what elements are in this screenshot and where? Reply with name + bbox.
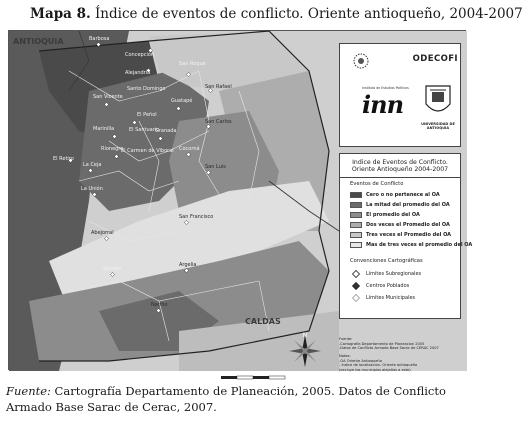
legend-convention-label: Límites Municipales — [366, 295, 416, 301]
logos-panel — [339, 43, 461, 147]
place-label: El Carmen de Viboral — [121, 148, 174, 154]
place-label: La Unión — [81, 186, 103, 192]
compass-rose-icon — [285, 331, 325, 371]
place-label: Abejorral — [91, 230, 114, 236]
place-label: San Rafael — [205, 84, 232, 90]
place-label: El Santuario — [129, 127, 160, 133]
source-text: Cartografía Departamento de Planeación, 2005. Datos de Conflicto Armado Base Sarac de Cerac, 2007. — [6, 384, 446, 414]
place-label: La Ceja — [83, 162, 102, 168]
legend-swatch — [350, 232, 362, 238]
place-label: El Peñol — [137, 112, 157, 118]
place-label: San Francisco — [179, 214, 214, 220]
legend-swatch — [350, 212, 362, 218]
light-diamond-icon — [352, 294, 360, 302]
place-label: Rionegro — [101, 146, 124, 152]
legend-title — [340, 159, 460, 174]
place-label: Alejandría — [125, 70, 151, 76]
legend-divider — [340, 177, 460, 178]
legend-item-label: La mitad del promedio del OA — [366, 202, 450, 208]
hollow-diamond-icon — [352, 270, 360, 278]
place-label: Sonsón — [103, 266, 122, 272]
university-seal-icon — [424, 84, 452, 118]
region-label-caldas: CALDAS — [245, 317, 281, 326]
legend-item-label: Dos veces el Promedio del OA — [366, 222, 450, 228]
notes-line: Notas: — [339, 354, 351, 359]
legend-swatch — [350, 222, 362, 228]
place-label: San Carlos — [205, 119, 232, 125]
place-label: Nariño — [151, 302, 168, 308]
legend-item-label: Cero o no pertenece al OA — [366, 192, 440, 198]
notes-line: Fuente: — [339, 337, 353, 341]
notes-line: (excluye los municipios alejaños a este) — [339, 368, 411, 373]
map-title-text: Índice de eventos de conflicto. Oriente antioqueño, 2004-2007 — [94, 6, 523, 22]
legend-title-line2: Oriente Antioqueño 2004-2007 — [351, 166, 449, 174]
legend-title-line1: Indice de Eventos de Conflicto. — [352, 159, 448, 166]
filled-diamond-icon — [352, 282, 360, 290]
map-number-label: Mapa 8. — [30, 6, 91, 22]
place-label: Cocorná — [179, 146, 200, 152]
place-label: Marinilla — [93, 126, 115, 132]
place-label: Guatapé — [171, 98, 193, 104]
place-label: Santo Domingo — [127, 86, 166, 92]
legend-item-label: Mas de tres veces el promedio del OA — [366, 242, 473, 248]
legend-swatch — [350, 202, 362, 208]
legend-convention-label: Límites Subregionales — [366, 271, 422, 277]
map-legend — [339, 153, 473, 319]
compass-north-label: N — [302, 332, 308, 339]
place-label: San Luis — [205, 164, 226, 170]
notes-line: - Indice de localizacion- Oriente antioqueño — [339, 363, 418, 368]
place-label: Concepción — [125, 52, 155, 58]
source-prefix: Fuente: — [6, 384, 51, 398]
place-label: Barbosa — [89, 36, 110, 42]
place-label: El Retiro — [53, 156, 74, 162]
place-label: Argelia — [179, 262, 197, 268]
source-caption — [6, 384, 470, 415]
place-label: San Vicente — [93, 94, 123, 100]
inn-logo: inn — [362, 90, 404, 119]
legend-section-events: Eventos de Conflicto — [350, 181, 404, 187]
university-name: UNIVERSIDAD DE ANTIOQUIA — [421, 122, 455, 131]
legend-convention-label: Centros Poblados — [366, 283, 410, 289]
scale-bar — [219, 373, 289, 383]
map-frame — [8, 30, 473, 373]
odecofi-logo-text: ODECOFI — [412, 54, 458, 64]
region-label-antioquia: ANTIOQUIA — [13, 37, 64, 46]
legend-item-label: El promedio del OA — [366, 212, 420, 218]
legend-item-label: Tres veces el Promedio del OA — [366, 232, 452, 238]
legend-swatch — [350, 242, 362, 248]
notes-line: -OA Oriente Antioqueño — [339, 358, 382, 363]
map-title — [30, 6, 523, 22]
inn-subtitle: Instituto de Estudios Políticos — [362, 86, 409, 90]
legend-section-conventions: Convenciones Cartográficas — [350, 258, 423, 264]
notes-line: -Cartografía Departamento de Planeacion 2005 — [339, 341, 425, 346]
place-label: Granada — [155, 128, 177, 134]
place-label: San Roque — [179, 61, 206, 67]
map-notes — [339, 337, 463, 373]
notes-line: -Datos de Conflicto Armado Base Sarac de CERAC 2007 — [339, 346, 439, 351]
legend-swatch — [350, 192, 362, 198]
